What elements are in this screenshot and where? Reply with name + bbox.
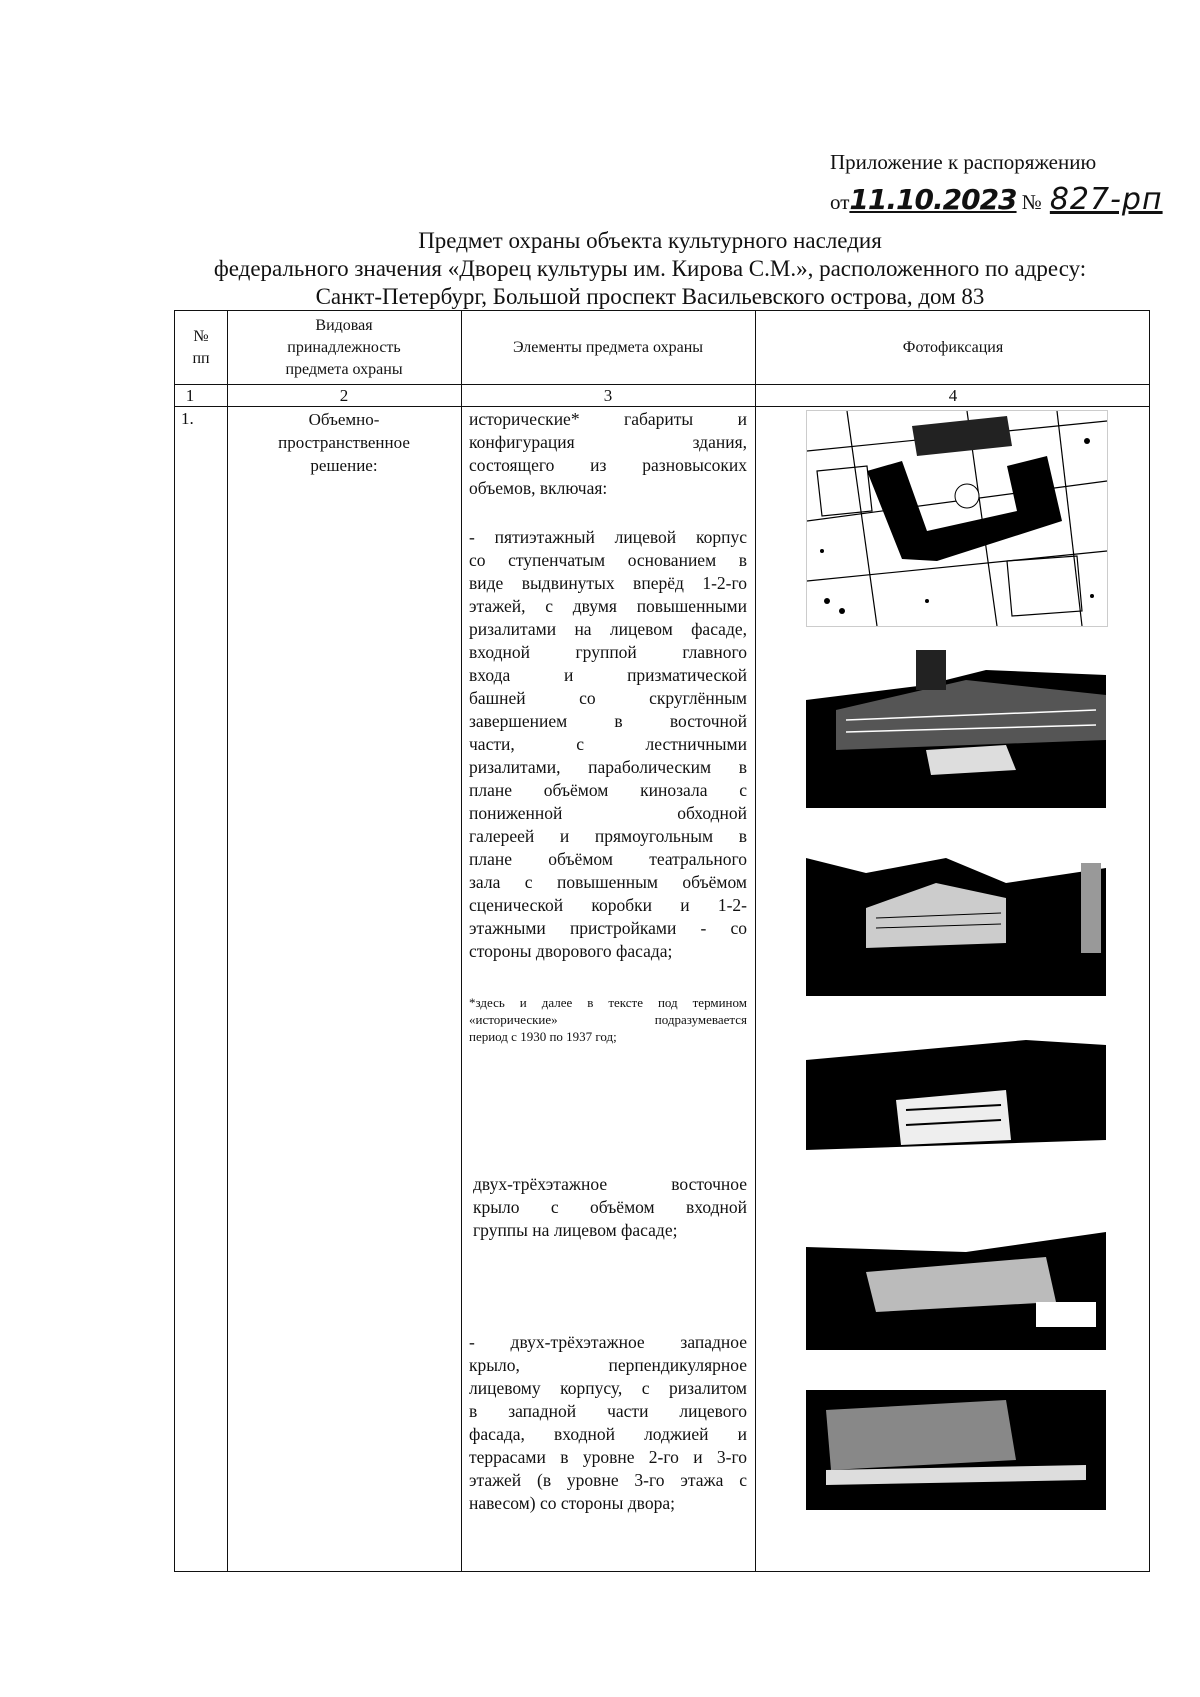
line: зала с повышенным объёмом [469,872,747,892]
header-number-abbr: пп [192,349,210,367]
line: ризалитами на лицевом фасаде, [469,619,747,639]
header-type-line-2: принадлежность [287,338,401,356]
appendix-label: Приложение к распоряжению [830,150,1097,174]
line: группы на лицевом фасаде; [473,1220,678,1240]
building-photo-icon [806,1212,1106,1350]
footnote [469,994,747,1045]
title-line-2: федерального значения «Дворец культуры им. Кирова С.М.», расположенного по адресу: [213,256,1087,281]
header-type [227,311,461,384]
title-line-1: Предмет охраны объекта культурного наследия [418,228,882,253]
footnote-line: период с 1930 по 1937 год; [469,1029,617,1044]
title-line-3: Санкт-Петербург, Большой проспект Васильевского острова, дом 83 [315,284,985,309]
line: объемов, включая: [469,478,608,498]
header-number-sign: № [193,327,209,345]
handwritten-date: 11.10.2023 [849,183,1017,216]
header-number [175,311,227,384]
line: конфигурация здания, [469,432,747,452]
line: части, с лестничными [469,734,747,754]
line: сценической коробки и 1-2- [469,895,747,915]
line: террасами в уровне 2-го и 3-го [469,1447,747,1467]
numbers-divider [175,406,1149,407]
line: двух-трёхэтажное восточное [473,1174,747,1194]
line: состоящего из разновысоких [469,455,747,475]
date-prefix: от [830,190,850,214]
col-number-3: 3 [603,386,613,405]
line: галереей и прямоугольным в [469,826,747,846]
elements-west-wing [469,1331,747,1515]
header-type-line-3: предмета охраны [285,360,403,378]
col-divider-2 [461,311,462,1571]
line: - двух-трёхэтажное западное [469,1332,747,1352]
header-elements: Элементы предмета охраны [512,339,704,356]
header-type-line-1: Видовая [315,316,373,334]
line: входной группой главного [469,642,747,662]
row-type-line-3: решение: [310,456,378,475]
line: завершением в восточной [469,711,747,731]
row-type [227,408,461,477]
line: входа и призматической [469,665,747,685]
row-type-line-2: пространственное [278,433,410,452]
line: этажными пристройками - со [469,918,747,938]
line: плане объёмом кинозала с [469,780,747,800]
handwritten-number: 827-рп [1049,182,1163,217]
line: лицевому корпусу, с ризалитом [469,1378,747,1398]
number-prefix: № [1021,190,1042,214]
elements-intro [469,408,747,500]
line: плане объёмом театрального [469,849,747,869]
line: фасада, входной лоджией и [469,1424,747,1444]
line: ризалитами, параболическим в [469,757,747,777]
header-photo: Фотофиксация [902,339,1004,356]
line: этажей, с двумя повышенными [469,596,747,616]
line: башней со скруглённым [469,688,747,708]
line: навесом) со стороны двора; [469,1493,675,1513]
footnote-line: «исторические» подразумевается [469,1012,747,1027]
line: исторические* габариты и [469,409,747,429]
line: - пятиэтажный лицевой корпус [469,527,747,547]
col-number-1: 1 [185,386,195,405]
line: виде выдвинутых вперёд 1-2-го [469,573,747,593]
line: в западной части лицевого [469,1401,747,1421]
order-reference [830,182,1163,217]
building-photo-icon [806,828,1106,996]
building-photo-icon [806,1370,1106,1510]
building-photo-icon [806,1020,1106,1188]
line: этажей (в уровне 3-го этажа с [469,1470,747,1490]
col-divider-3 [755,311,756,1571]
elements-main-building [469,526,747,963]
col-number-2: 2 [339,386,349,405]
footnote-line: *здесь и далее в тексте под термином [469,995,747,1010]
row-type-line-1: Объемно- [308,410,380,429]
col-divider-1 [227,311,228,1571]
line: стороны дворового фасада; [469,941,673,961]
line: пониженной обходной [469,803,747,823]
line: крыло, перпендикулярное [469,1355,747,1375]
elements-east-wing [473,1173,747,1242]
building-photo-icon [806,640,1106,808]
site-plan-map-icon [806,410,1108,627]
line: со ступенчатым основанием в [469,550,747,570]
line: крыло с объёмом входной [473,1197,747,1217]
col-number-4: 4 [948,386,958,405]
row-number: 1. [181,409,194,428]
